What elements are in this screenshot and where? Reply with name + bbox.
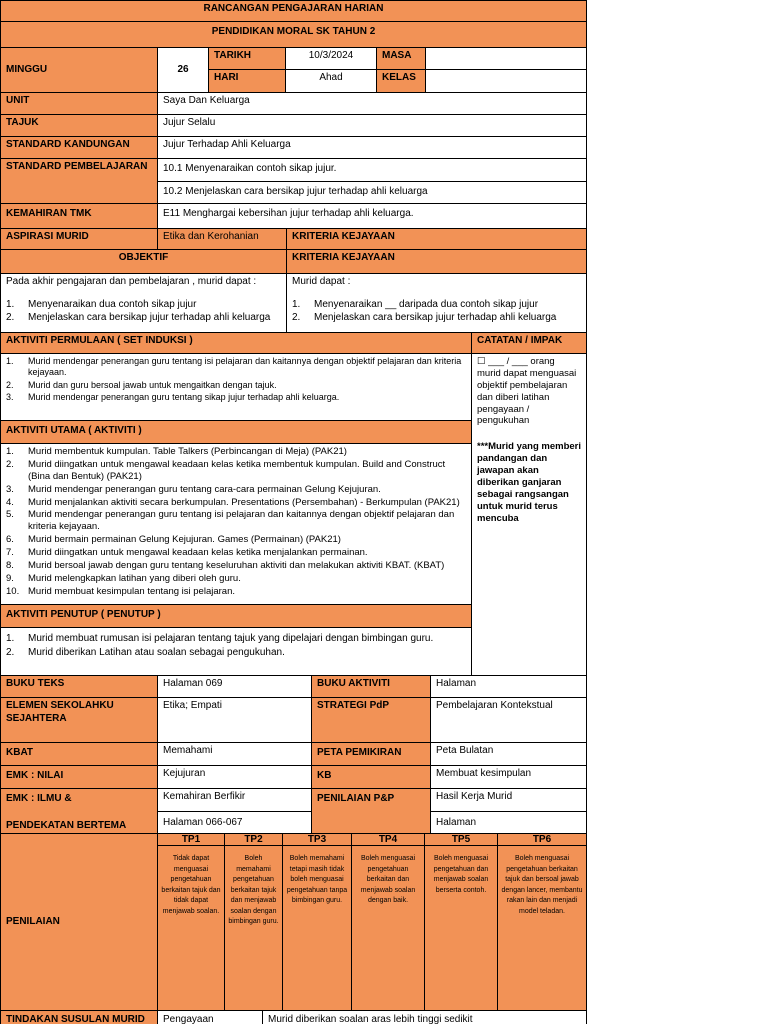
- utama-item: 9. Murid melengkapkan latihan yang diberi oleh guru.: [6, 572, 241, 584]
- tp6-heading: TP6: [498, 834, 586, 846]
- kelas-value: [425, 69, 587, 93]
- tp5-text: Boleh menguasai pengetahuan dan menjawab soalan berserta contoh.: [433, 855, 489, 894]
- sp-value-2: 10.2 Menjelaskan cara bersikap jujur terhadap ahli keluarga: [157, 181, 587, 204]
- tajuk-label: TAJUK: [0, 114, 158, 137]
- kb-label: KB: [311, 765, 431, 789]
- utama-item: 5. Murid mendengar penerangan guru tentang isi pelajaran dan kaitannya dengan objektif pelajaran dan kriteria kejayaan.: [6, 509, 455, 533]
- objektif-body: [0, 273, 287, 333]
- penilaian-pnp-value: Hasil Kerja Murid: [430, 788, 587, 812]
- tp3-cell: [282, 833, 352, 1011]
- plan-subtitle: PENDIDIKAN MORAL SK TAHUN 2: [0, 21, 587, 48]
- utama-body: [0, 443, 472, 605]
- elemen-value: Etika; Empati: [157, 697, 312, 743]
- peta-label: PETA PEMIKIRAN: [311, 742, 431, 766]
- sp-label: STANDARD PEMBELAJARAN: [0, 158, 158, 204]
- emk-ilmu-label: EMK : ILMU &: [6, 793, 72, 804]
- catatan-text-2: ***Murid yang memberi pandangan dan jawapan akan diberikan ganjaran sebagai rangsangan untuk murid terus mencuba: [477, 441, 581, 524]
- tajuk-value: Jujur Selalu: [157, 114, 587, 137]
- aspirasi-value: Etika dan Kerohanian: [157, 228, 287, 250]
- utama-item: 8. Murid bersoal jawab dengan guru tentang keseluruhan aktiviti dan melakukan aktiviti KBAT. (KBAT): [6, 559, 445, 571]
- catatan-text-1: ☐ ___ / ___ orang murid dapat menguasai objektif pembelajaran dan diberi latihan pengayaan / pengukuhan: [477, 356, 577, 427]
- penilaian-label: PENILAIAN: [0, 833, 158, 1011]
- emk-ilmu-value: Kemahiran Berfikir: [157, 788, 312, 812]
- induksi-item: 3. Murid mendengar penerangan guru tentang sikap jujur terhadap ahli keluarga.: [6, 391, 340, 402]
- tp1-heading: TP1: [158, 834, 224, 846]
- kbat-label: KBAT: [0, 742, 158, 766]
- tp3-heading: TP3: [283, 834, 351, 846]
- catatan-body: [471, 353, 587, 676]
- pendekatan-label: PENDEKATAN BERTEMA: [6, 819, 127, 831]
- tp2-heading: TP2: [225, 834, 282, 846]
- objektif-intro: Pada akhir pengajaran dan pembelajaran , murid dapat :: [6, 276, 257, 287]
- minggu-value: 26: [157, 47, 209, 93]
- utama-item: 3. Murid mendengar penerangan guru tentang cara-cara permainan Gelung Kejujuran.: [6, 483, 381, 495]
- emk-nilai-value: Kejujuran: [157, 765, 312, 789]
- buku-teks-label: BUKU TEKS: [0, 675, 158, 698]
- emk-nilai-label: EMK : NILAI: [0, 765, 158, 789]
- tmk-value: E11 Menghargai kebersihan jujur terhadap ahli keluarga.: [157, 203, 587, 229]
- objektif-label: OBJEKTIF: [0, 249, 287, 274]
- sp-value-1: 10.1 Menyenaraikan contoh sikap jujur.: [157, 158, 587, 182]
- catatan-label: CATATAN / IMPAK: [471, 332, 587, 354]
- masa-value: [425, 47, 587, 70]
- utama-label: AKTIVITI UTAMA ( AKTIVITI ): [0, 420, 472, 444]
- hari-value: Ahad: [285, 69, 377, 93]
- unit-label: UNIT: [0, 92, 158, 115]
- buku-teks-value: Halaman 069: [157, 675, 312, 698]
- kriteria-label-top: KRITERIA KEJAYAAN: [286, 228, 587, 250]
- kriteria-item: 2. Menjelaskan cara bersikap jujur terhadap ahli keluarga: [292, 312, 557, 323]
- tp6-cell: [497, 833, 587, 1011]
- tp6-text: Boleh menguasai pengetahuan berkaitan tajuk dan bersoal jawab dengan lancer, membantu rakan lain dan menjadi model teladan.: [501, 855, 583, 915]
- penutup-body: [0, 627, 472, 676]
- tindakan-label: TINDAKAN SUSULAN MURID: [0, 1010, 158, 1024]
- tp4-heading: TP4: [352, 834, 424, 846]
- induksi-item: 1. Murid mendengar penerangan guru tentang isi pelajaran dan kaitannya dengan objektif pelajaran dan kriteria kejayaan.: [6, 356, 462, 378]
- penutup-item: 1. Murid membuat rumusan isi pelajaran tentang tajuk yang dipelajari dengan bimbingan guru.: [6, 633, 434, 644]
- hari-label: HARI: [208, 69, 286, 93]
- unit-value: Saya Dan Keluarga: [157, 92, 587, 115]
- tmk-label: KEMAHIRAN TMK: [0, 203, 158, 229]
- kelas-label: KELAS: [376, 69, 426, 93]
- tp1-cell: [157, 833, 225, 1011]
- sk-value: Jujur Terhadap Ahli Keluarga: [157, 136, 587, 159]
- kriteria-item: 1. Menyenaraikan __ daripada dua contoh sikap jujur: [292, 298, 539, 310]
- emk-ilmu-block: [0, 788, 158, 834]
- utama-item: 4. Murid menjalankan aktiviti secara berkumpulan. Presentations (Persembahan) - Berkumpulan (PAK21): [6, 496, 460, 508]
- tp5-cell: [424, 833, 498, 1011]
- induksi-body: [0, 353, 472, 421]
- objektif-item: 2. Menjelaskan cara bersikap jujur terhadap ahli keluarga: [6, 312, 271, 323]
- utama-item: 10. Murid membuat kesimpulan tentang isi pelajaran.: [6, 585, 235, 597]
- kriteria-body: [286, 273, 587, 333]
- induksi-item: 2. Murid dan guru bersoal jawab untuk mengaitkan dengan tajuk.: [6, 379, 277, 390]
- sk-label: STANDARD KANDUNGAN: [0, 136, 158, 159]
- kriteria-label: KRITERIA KEJAYAAN: [286, 249, 587, 274]
- peta-value: Peta Bulatan: [430, 742, 587, 766]
- tp2-cell: [224, 833, 283, 1011]
- objektif-item: 1. Menyenaraikan dua contoh sikap jujur: [6, 298, 197, 310]
- tindakan-value-1: Pengayaan: [157, 1010, 263, 1024]
- pendekatan-value-2: Halaman: [430, 811, 587, 834]
- tp4-cell: [351, 833, 425, 1011]
- minggu-label: MINGGU: [0, 47, 158, 93]
- utama-item: 6. Murid bermain permainan Gelung Kejujuran. Games (Permainan) (PAK21): [6, 534, 341, 546]
- utama-item: 1. Murid membentuk kumpulan. Table Talkers (Perbincangan di Meja) (PAK21): [6, 446, 347, 457]
- penilaian-pnp-label: PENILAIAN P&P: [311, 788, 431, 834]
- aspirasi-label: ASPIRASI MURID: [0, 228, 158, 250]
- masa-label: MASA: [376, 47, 426, 70]
- kbat-value: Memahami: [157, 742, 312, 766]
- kriteria-intro: Murid dapat :: [292, 276, 351, 287]
- penutup-item: 2. Murid diberikan Latihan atau soalan sebagai pengukuhan.: [6, 646, 285, 658]
- tindakan-value-2: Murid diberikan soalan aras lebih tinggi sedikit: [262, 1010, 587, 1024]
- strategi-value: Pembelajaran Kontekstual: [430, 697, 587, 743]
- kb-value: Membuat kesimpulan: [430, 765, 587, 789]
- tp3-text: Boleh memahami tetapi masih tidak boleh menguasai pengetahuan tanpa bimbingan guru.: [286, 855, 348, 904]
- plan-title: RANCANGAN PENGAJARAN HARIAN: [0, 0, 587, 22]
- tarikh-value: 10/3/2024: [285, 47, 377, 70]
- tarikh-label: TARIKH: [208, 47, 286, 70]
- tp5-heading: TP5: [425, 834, 497, 846]
- elemen-label: ELEMEN SEKOLAHKU SEJAHTERA: [0, 697, 158, 743]
- buku-aktiviti-value: Halaman: [430, 675, 587, 698]
- tp2-text: Boleh memahami pengetahuan berkaitan tajuk dan menjawab soalan dengan bimbingan guru.: [228, 855, 279, 925]
- penutup-label: AKTIVITI PENUTUP ( PENUTUP ): [0, 604, 472, 628]
- tp4-text: Boleh menguasai pengetahuan berkaitan dan menjawab soalan dengan baik.: [360, 855, 416, 904]
- tp1-text: Tidak dapat menguasai pengetahuan berkaitan tajuk dan tidak dapat menjawab soalan.: [161, 855, 221, 915]
- induksi-label: AKTIVITI PERMULAAN ( SET INDUKSI ): [0, 332, 472, 354]
- pendekatan-value: Halaman 066-067: [157, 811, 312, 834]
- utama-item: 2. Murid diingatkan untuk mengawal keadaan kelas ketika membentuk kumpulan. Build and Construct (Bina dan Bentuk) (PAK21): [6, 458, 446, 482]
- buku-aktiviti-label: BUKU AKTIVITI: [311, 675, 431, 698]
- strategi-label: STRATEGI PdP: [311, 697, 431, 743]
- utama-item: 7. Murid diingatkan untuk mengawal keadaan kelas ketika menjalankan permainan.: [6, 547, 368, 558]
